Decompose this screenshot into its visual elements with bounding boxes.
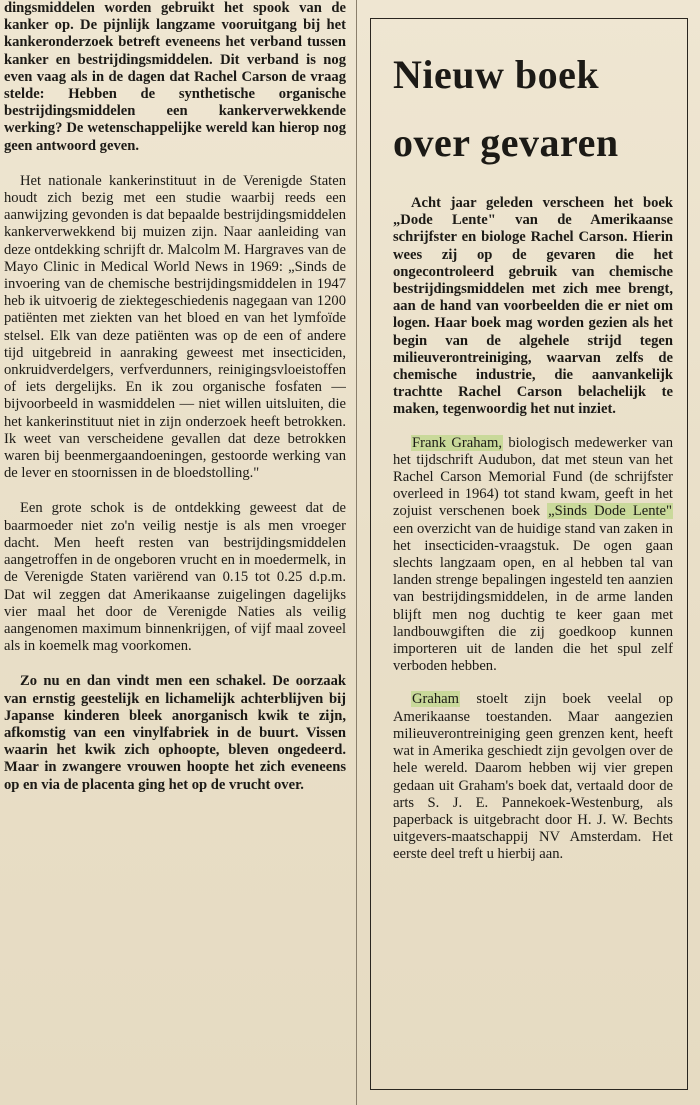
- paragraph-womb-residues: Een grote schok is de ontdekking geweest dat de baarmoeder niet zo'n veilig nestje is als men vroeger dacht. Men heeft resten van bestrijdingsmiddelen aangetroffen in de ongeboren vrucht en in moedermelk, in de Verenigde Staten variërend van 0.15 tot 0.25 d.p.m. Dat wil zeggen dat Amerikaanse zuigelingen dagelijks vier maal het door de Verenigde Naties als veilig aangenomen maximum binnenkrijgen, of vijf maal zoveel als in koemelk mag voorkomen.: [4, 500, 346, 655]
- paragraph-frank-graham-text-b: een overzicht van de huidige stand van zaken in het insecticiden-vraagstuk. De ogen gaan slechts langzaam open, en al hebben tal van landen strenge bepalingen ingesteld ten aanzien van bestrijdingsmiddelen, in de arme landen blijft men nog duchtig te keer gaan met landbouwgiften die zij goedkoop kunnen importeren uit de landen die het spul zelf verboden hebben.: [393, 520, 673, 675]
- paragraph-frank-graham: [393, 435, 673, 676]
- article-continuation-column: [4, 0, 346, 1105]
- paragraph-mercury-link: Zo nu en dan vindt men een schakel. De oorzaak van ernstig geestelijk en lichamelijk achterblijven bij Japanse kinderen bleek anorganisch kwik te zijn, afkomstig van een vinylfabriek in de buurt. Vissen waarin het kwik zich ophoopte, bleven ongedeerd. Maar in zwangere vrouwen hoopte het zich eveneens op en via de placenta ging het op de vrucht over.: [4, 673, 346, 793]
- book-announcement-box: [370, 18, 688, 1090]
- paragraph-cancer-research: dingsmiddelen worden gebruikt het spook van de kanker op. De pijnlijk langzame vooruitgang bij het kankeronderzoek betreft eveneens het verband tussen kanker en bestrijdingsmiddelen. Dit verband is nog even vaag als in de dagen dat Rachel Carson de vraag stelde: Hebben de synthetische organische bestrijdingsmiddelen een kankerverwekkende werking? De wetenschappelijke wereld kan hierop nog geen antwoord geven.: [4, 0, 346, 154]
- book-title-highlight: „Sinds Dode Lente": [548, 503, 672, 520]
- column-divider: [356, 0, 357, 1105]
- paragraph-cancer-institute: Het nationale kankerinstituut in de Verenigde Staten houdt zich bezig met een studie waarbij reeds een aanwijzing gevonden is dat bepaalde bestrijdingsmiddelen kankerverwekkend bij muizen zijn. Naar aanleiding van deze ontdekking schrijft dr. Malcolm M. Hargraves van de Mayo Clinic in Medical World News in 1969: „Sinds de invoering van de chemische bestrijdingsmiddelen in 1947 heb ik uitvoerig de ziektegeschiedenis nagegaan van 1200 patiënten met ziekten van het bloed en van het lymfoïde stelsel. Elk van deze patiënten was op de een of andere tijd uitgebreid in aanraking geweest met insecticiden, onkruidverdelgers, verfverdunners, reinigingsvloeistoffen of iets dergelijks. En ik zou organische fosfaten — bijvoorbeeld in wasmiddelen — niet willen uitsluiten, die het kankerinstituut niet in zijn onderzoek heeft betrokken. Ik weet van verscheidene gevallen dat deze betrokken waren bij beenmergaandoeningen, gestoorde werking van de lever en stoornissen in de bloedstolling.": [4, 172, 346, 482]
- box-title-line2: over gevaren: [393, 120, 619, 165]
- paragraph-dode-lente-intro: Acht jaar geleden verscheen het boek „Dode Lente" van de Amerikaanse schrijfster en biologe Rachel Carson. Hierin wees zij op de gevaren die het ongecontroleerd gebruik van chemische bestrijdingsmiddelen met zich mee brengt, aan de hand van voorbeelden die er niet om logen. Haar boek mag worden gezien als het begin van de algehele strijd tegen milieuverontreiniging, waarvan zelfs de chemische industrie, die aanvankelijk trachtte Rachel Carson belachelijk te maken, tegenwoordig het nut inziet.: [393, 195, 673, 418]
- box-title-line1: Nieuw boek: [393, 52, 600, 97]
- graham-name-highlight: Graham: [412, 691, 460, 708]
- paragraph-frank-graham-text-a: biologisch medewerker van het tijdschrift Audubon, dat met steun van het Rachel Carson Memorial Fund (de schrijfster overleed in 1964) tot stand kwam, geeft in het zojuist verschenen boek: [393, 434, 673, 520]
- author-name-highlight: Frank Graham,: [412, 434, 503, 451]
- paragraph-graham-excerpts-text: stoelt zijn boek veelal op Amerikaanse toestanden. Maar aangezien milieuverontreiniging geen grenzen kent, heeft wat in Amerika geschiedt zijn gevolgen over de hele wereld. Daarom hebben wij vier grepen gedaan uit Graham's boek dat, vertaald door de arts S. J. E. Pannekoek-Westenburg, als paperback is uitgebracht door H. J. W. Bechts uitgevers-maatschappij NV Amsterdam. Het eerste deel treft u hierbij aan.: [393, 691, 673, 863]
- paragraph-graham-excerpts: [393, 691, 673, 863]
